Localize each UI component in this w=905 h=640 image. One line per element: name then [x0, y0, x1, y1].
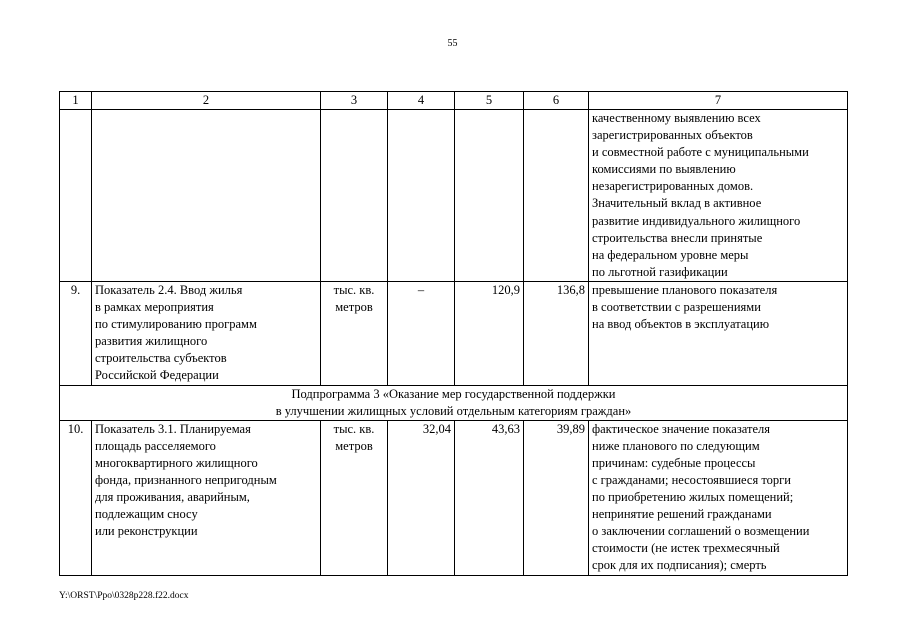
value-col-5: 43,63	[455, 420, 524, 575]
value-col-5: 120,9	[455, 281, 524, 385]
comment-line: Значительный вклад в активное	[592, 196, 762, 211]
header-col-1: 1	[60, 92, 92, 110]
row-number: 9.	[60, 281, 92, 385]
cont-c5	[455, 110, 524, 282]
value-col-6: 39,89	[524, 420, 589, 575]
comment-line: непринятие решений гражданами	[592, 507, 772, 522]
comment-line: о заключении соглашений о возмещении	[592, 524, 810, 539]
report-table	[59, 91, 848, 576]
comment-line: срок для их подписания); смерть	[592, 558, 767, 573]
indicator-line: подлежащим сносу	[95, 507, 198, 522]
indicator-line: фонда, признанного непригодным	[95, 472, 277, 487]
header-col-7: 7	[589, 92, 848, 110]
comment-line: комиссиями по выявлению	[592, 162, 736, 177]
value-col-4: –	[388, 281, 455, 385]
comment-line: незарегистрированных домов.	[592, 179, 754, 194]
cont-indicator	[92, 110, 321, 282]
unit-cell	[321, 281, 388, 385]
header-col-5: 5	[455, 92, 524, 110]
cont-unit	[321, 110, 388, 282]
table-row-10	[60, 420, 848, 575]
comment-line: качественному выявлению всех	[592, 111, 761, 125]
unit-line: метров	[335, 300, 373, 315]
indicator-line: площадь расселяемого	[95, 438, 216, 453]
unit-line: метров	[335, 438, 373, 453]
indicator-cell	[92, 420, 321, 575]
comment-line: с гражданами; несостоявшиеся торги	[592, 472, 791, 487]
subprogram-row	[60, 385, 848, 420]
file-path-footer: Y:\ORST\Ppo\0328p228.f22.docx	[59, 591, 189, 601]
row-number: 10.	[60, 420, 92, 575]
continuation-row	[60, 110, 848, 282]
comment-line: развитие индивидуального жилищного	[592, 213, 801, 228]
value-col-4: 32,04	[388, 420, 455, 575]
comment-line: фактическое значение показателя	[592, 421, 771, 436]
cont-comment	[589, 110, 848, 282]
comment-line: зарегистрированных объектов	[592, 128, 753, 143]
comment-line: и совместной работе с муниципальными	[592, 145, 809, 160]
comment-cell	[589, 420, 848, 575]
subprogram-line: в улучшении жилищных условий отдельным категориям граждан»	[275, 403, 632, 418]
indicator-line: в рамках мероприятия	[95, 300, 214, 315]
indicator-cell	[92, 281, 321, 385]
cont-c6	[524, 110, 589, 282]
comment-line: в соответствии с разрешениями	[592, 300, 761, 315]
comment-line: строительства внесли принятые	[592, 230, 763, 245]
comment-line: по приобретению жилых помещений;	[592, 490, 794, 505]
header-col-3: 3	[321, 92, 388, 110]
indicator-line: Показатель 3.1. Планируемая	[95, 421, 251, 436]
indicator-line: строительства субъектов	[95, 351, 227, 366]
unit-line: тыс. кв.	[333, 282, 375, 297]
comment-line: стоимости (не истек трехмесячный	[592, 541, 780, 556]
indicator-line: развития жилищного	[95, 334, 208, 349]
indicator-line: или реконструкции	[95, 524, 198, 539]
comment-line: по льготной газификации	[592, 264, 728, 279]
header-row	[60, 92, 848, 110]
unit-line: тыс. кв.	[333, 421, 375, 436]
indicator-line: для проживания, аварийным,	[95, 490, 250, 505]
comment-line: превышение планового показателя	[592, 282, 778, 297]
indicator-line: Российской Федерации	[95, 368, 219, 383]
header-col-4: 4	[388, 92, 455, 110]
header-col-6: 6	[524, 92, 589, 110]
cont-num	[60, 110, 92, 282]
subprogram-title	[60, 385, 848, 420]
comment-line: ниже планового по следующим	[592, 438, 760, 453]
cont-c4	[388, 110, 455, 282]
comment-line: на федеральном уровне меры	[592, 247, 749, 262]
unit-cell	[321, 420, 388, 575]
comment-cell	[589, 281, 848, 385]
header-col-2: 2	[92, 92, 321, 110]
indicator-line: Показатель 2.4. Ввод жилья	[95, 282, 243, 297]
subprogram-line: Подпрограмма 3 «Оказание мер государственной поддержки	[291, 386, 616, 401]
comment-line: причинам: судебные процессы	[592, 455, 756, 470]
indicator-line: многоквартирного жилищного	[95, 455, 258, 470]
page-number: 55	[447, 38, 458, 49]
value-col-6: 136,8	[524, 281, 589, 385]
comment-line: на ввод объектов в эксплуатацию	[592, 317, 770, 332]
indicator-line: по стимулированию программ	[95, 317, 257, 332]
table-row-9	[60, 281, 848, 385]
